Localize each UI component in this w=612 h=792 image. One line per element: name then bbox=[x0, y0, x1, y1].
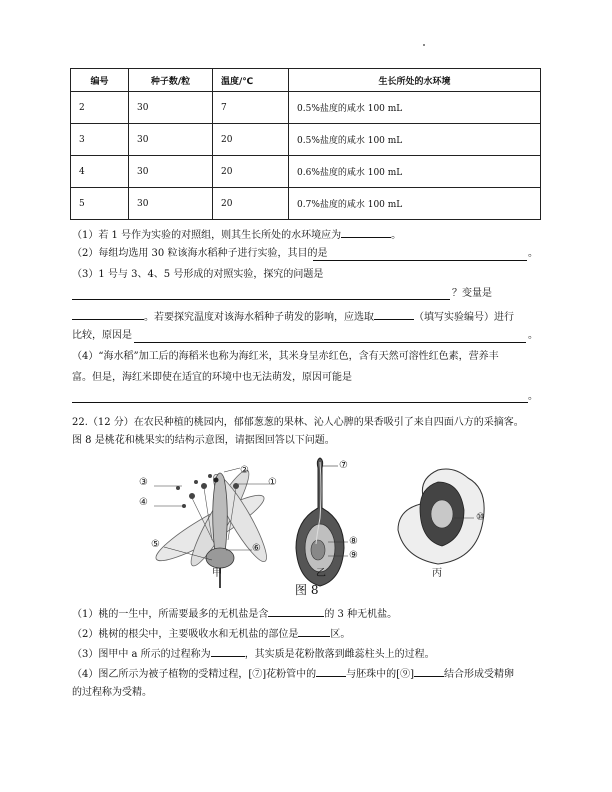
answer-blank[interactable] bbox=[298, 625, 330, 637]
question-text: 。若要探究温度对该海水稻种子萌发的影响，应选取 bbox=[144, 312, 374, 323]
answer-blank[interactable] bbox=[414, 665, 444, 677]
question-text: 与胚珠中的[⑨] bbox=[346, 669, 414, 680]
question-text: （3）图甲中 a 所示的过程称为 bbox=[72, 649, 211, 660]
table-cell: 2 bbox=[71, 92, 129, 124]
question-text: （1）桃的一生中，所需要最多的无机盐是含 bbox=[72, 609, 269, 620]
answer-blank[interactable] bbox=[341, 226, 391, 238]
period: 。 bbox=[528, 391, 538, 402]
question-text: 区。 bbox=[330, 629, 351, 640]
question-text: 22.（12 分）在农民种植的桃园内，郁郁葱葱的果林、沁人心脾的果香吸引了来自四面八方的采摘客。 bbox=[72, 417, 524, 428]
speck bbox=[423, 44, 425, 46]
question-text: 的过程称为受精。 bbox=[72, 687, 152, 698]
figure-label-jia: 甲 bbox=[212, 568, 222, 579]
header-cell: 生长所处的水环境 bbox=[289, 69, 541, 92]
question-text: 富。但是，海红米即使在适宜的环境中也无法萌发，原因可能是 bbox=[72, 372, 352, 383]
label-2: ② bbox=[240, 465, 249, 476]
answer-blank[interactable] bbox=[72, 308, 144, 320]
question-text: （填写实验编号）进行 bbox=[414, 312, 514, 323]
label-9: ⑨ bbox=[349, 550, 358, 561]
question-text: （1）若 1 号作为实验的对照组，则其生长所处的水环境应为 bbox=[72, 230, 342, 241]
table-cell: 30 bbox=[129, 188, 213, 220]
question-21-3-reason bbox=[72, 329, 132, 343]
label-10: ⑩ bbox=[476, 512, 485, 523]
question-22-intro-2 bbox=[72, 434, 335, 448]
answer-blank[interactable] bbox=[211, 645, 245, 657]
figure-8-peach-diagram bbox=[120, 448, 500, 598]
table-cell: 20 bbox=[213, 156, 289, 188]
table-cell: 0.6%盐度的咸水 100 mL bbox=[289, 156, 541, 188]
question-22-4 bbox=[72, 665, 514, 682]
table-cell: 0.5%盐度的咸水 100 mL bbox=[289, 92, 541, 124]
table-header-row bbox=[71, 69, 541, 92]
figure-caption: 图 8 bbox=[295, 583, 319, 597]
label-5: ⑤ bbox=[151, 539, 160, 550]
question-21-3 bbox=[72, 268, 323, 282]
label-4: ④ bbox=[139, 497, 148, 508]
answer-blank[interactable] bbox=[72, 402, 528, 403]
question-text: 比较，原因是 bbox=[72, 330, 132, 341]
question-21-1 bbox=[72, 226, 401, 243]
period: 。 bbox=[528, 330, 538, 341]
table-cell: 30 bbox=[129, 156, 213, 188]
label-8: ⑧ bbox=[349, 536, 358, 547]
question-22-4-cont bbox=[72, 686, 152, 700]
figure-label-bing: 丙 bbox=[432, 568, 442, 579]
header-cell: 编号 bbox=[71, 69, 129, 92]
table-row bbox=[71, 124, 541, 156]
table-cell: 30 bbox=[129, 92, 213, 124]
question-text: 的 3 种无机盐。 bbox=[324, 609, 398, 620]
label-6: ⑥ bbox=[252, 543, 261, 554]
question-22-1 bbox=[72, 605, 397, 622]
question-22-2 bbox=[72, 625, 350, 642]
answer-blank[interactable] bbox=[268, 605, 324, 617]
table-cell: 7 bbox=[213, 92, 289, 124]
question-text: 图 8 是桃花和桃果实的结构示意图，请据图回答以下问题。 bbox=[72, 435, 335, 446]
period: 。 bbox=[391, 230, 402, 241]
table-cell: 20 bbox=[213, 124, 289, 156]
question-21-4 bbox=[72, 350, 499, 364]
experiment-table bbox=[70, 68, 541, 220]
question-text: ？变量是 bbox=[452, 288, 492, 299]
question-21-3-variable bbox=[452, 287, 492, 301]
question-21-3-temp bbox=[72, 308, 514, 325]
period: 。 bbox=[528, 248, 538, 259]
question-text: （4）“海水稻”加工后的海稻米也称为海红米，其米身呈赤红色，含有天然可溶性红色素，营养丰 bbox=[72, 351, 499, 362]
question-21-2 bbox=[72, 247, 327, 261]
answer-blank[interactable] bbox=[313, 260, 527, 261]
table-cell: 5 bbox=[71, 188, 129, 220]
label-7: ⑦ bbox=[339, 460, 348, 471]
answer-blank[interactable] bbox=[134, 342, 526, 343]
question-text: ，其实质是花粉散落到雌蕊柱头上的过程。 bbox=[244, 649, 435, 660]
table-row bbox=[71, 188, 541, 220]
answer-blank[interactable] bbox=[316, 665, 346, 677]
answer-blank[interactable] bbox=[374, 308, 414, 320]
question-22-3 bbox=[72, 645, 435, 662]
table-cell: 4 bbox=[71, 156, 129, 188]
question-text: （2）每组均选用 30 粒该海水稻种子进行实验，其目的是 bbox=[72, 248, 328, 259]
question-22-intro bbox=[72, 416, 524, 430]
header-cell: 种子数/粒 bbox=[129, 69, 213, 92]
table-cell: 3 bbox=[71, 124, 129, 156]
label-3: ③ bbox=[139, 477, 148, 488]
table-row bbox=[71, 92, 541, 124]
table-cell: 20 bbox=[213, 188, 289, 220]
question-21-4-cont bbox=[72, 371, 352, 385]
header-cell: 温度/℃ bbox=[213, 69, 289, 92]
figure-label-yi: 乙 bbox=[316, 568, 326, 579]
table-cell: 0.7%盐度的咸水 100 mL bbox=[289, 188, 541, 220]
question-text: （4）图乙所示为被子植物的受精过程，[⑦]花粉管中的 bbox=[72, 669, 317, 680]
label-1: ① bbox=[268, 477, 277, 488]
answer-blank[interactable] bbox=[72, 299, 450, 300]
question-text: （2）桃树的根尖中，主要吸收水和无机盐的部位是 bbox=[72, 629, 299, 640]
table-cell: 0.5%盐度的咸水 100 mL bbox=[289, 124, 541, 156]
table-cell: 30 bbox=[129, 124, 213, 156]
question-text: 结合形成受精卵 bbox=[443, 669, 514, 680]
table-row bbox=[71, 156, 541, 188]
question-text: （3）1 号与 3、4、5 号形成的对照实验，探究的问题是 bbox=[72, 269, 324, 280]
fruit-diagram bbox=[398, 469, 484, 564]
